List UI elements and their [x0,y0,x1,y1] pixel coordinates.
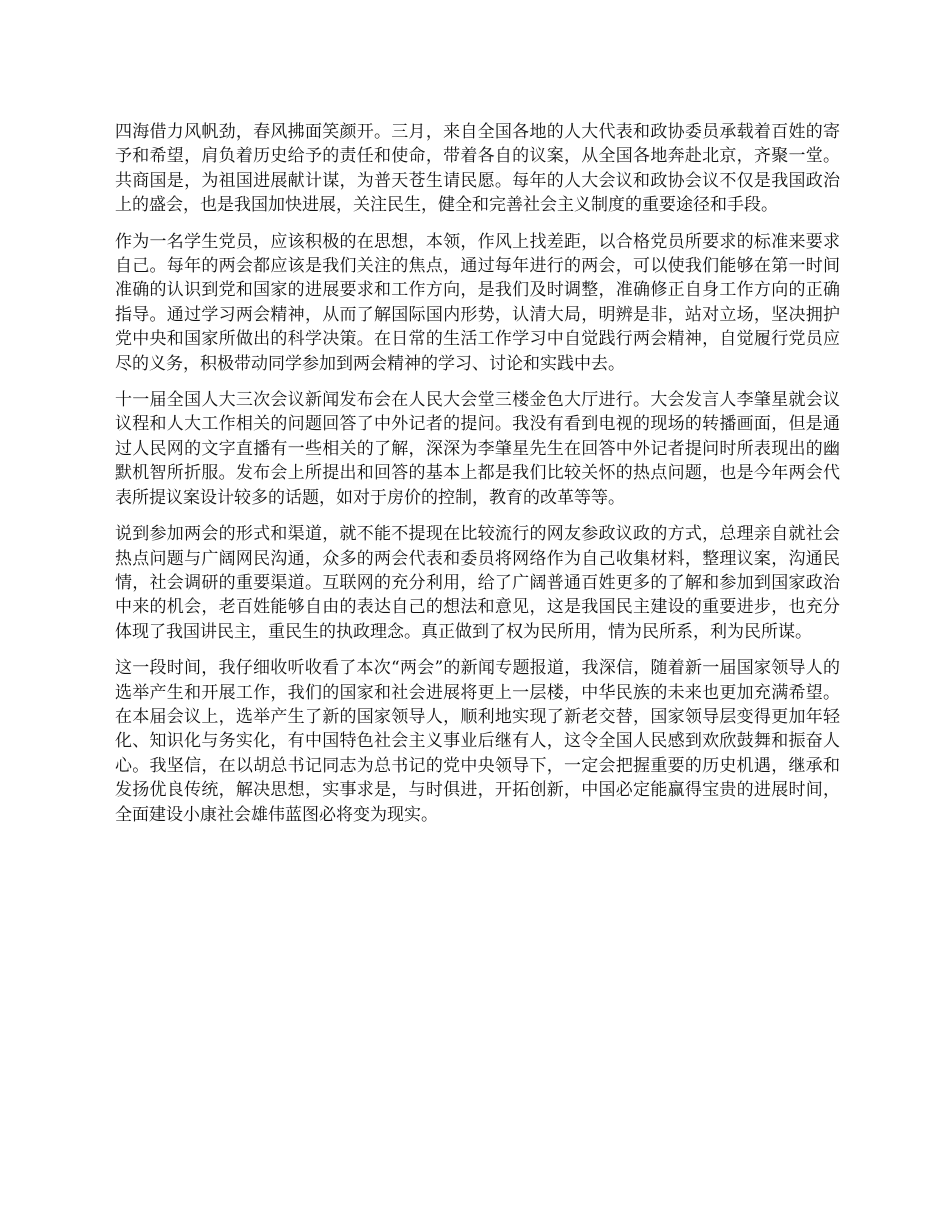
paragraph-5: 这一段时间，我仔细收听收看了本次“两会”的新闻专题报道，我深信，随着新一届国家领导人的选举产生和开展工作，我们的国家和社会进展将更上一层楼，中华民族的未来也更加充满希望。在本届会议上，选举产生了新的国家领导人，顺利地实现了新老交替，国家领导层变得更加年轻化、知识化与务实化，有中国特色社会主义事业后继有人，这令全国人民感到欢欣鼓舞和振奋人心。我坚信，在以胡总书记同志为总书记的党中央领导下，一定会把握重要的历史机遇，继承和发扬优良传统，解决思想，实事求是，与时俱进，开拓创新，中国必定能赢得宝贵的进展时间，全面建设小康社会雄伟蓝图必将变为现实。 [115,658,840,825]
document-body [115,120,840,839]
paragraph-4: 说到参加两会的形式和渠道，就不能不提现在比较流行的网友参政议政的方式，总理亲自就社会热点问题与广阔网民沟通，众多的两会代表和委员将网络作为自己收集材料，整理议案，沟通民情，社会调研的重要渠道。互联网的充分利用，给了广阔普通百姓更多的了解和参加到国家政治中来的机会，老百姓能够自由的表达自己的想法和意见，这是我国民主建设的重要进步，也充分体现了我国讲民主，重民生的执政理念。真正做到了权为民所用，情为民所系，利为民所谋。 [115,524,840,642]
paragraph-1: 四海借力风帆劲，春风拂面笑颜开。三月，来自全国各地的人大代表和政协委员承载着百姓的寄予和希望，肩负着历史给予的责任和使命，带着各自的议案，从全国各地奔赴北京，齐聚一堂。共商国是，为祖国进展献计谋，为普天苍生请民愿。每年的人大会议和政协会议不仅是我国政治上的盛会，也是我国加快进展，关注民生，健全和完善社会主义制度的重要途径和手段。 [115,122,840,216]
paragraph-3: 十一届全国人大三次会议新闻发布会在人民大会堂三楼金色大厅进行。大会发言人李肇星就会议议程和人大工作相关的问题回答了中外记者的提问。我没有看到电视的现场的转播画面，但是通过人民网的文字直播有一些相关的了解，深深为李肇星先生在回答中外记者提问时所表现出的幽默机智所折服。发布会上所提出和回答的基本上都是我们比较关怀的热点问题，也是今年两会代表所提议案设计较多的话题，如对于房价的控制，教育的改革等等。 [115,390,840,508]
paragraph-2: 作为一名学生党员，应该积极的在思想，本领，作风上找差距，以合格党员所要求的标准来要求自己。每年的两会都应该是我们关注的焦点，通过每年进行的两会，可以使我们能够在第一时间准确的认识到党和国家的进展要求和工作方向，是我们及时调整，准确修正自身工作方向的正确指导。通过学习两会精神，从而了解国际国内形势，认清大局，明辨是非，站对立场，坚决拥护党中央和国家所做出的科学决策。在日常的生活工作学习中自觉践行两会精神，自觉履行党员应尽的义务，积极带动同学参加到两会精神的学习、讨论和实践中去。 [115,231,840,374]
